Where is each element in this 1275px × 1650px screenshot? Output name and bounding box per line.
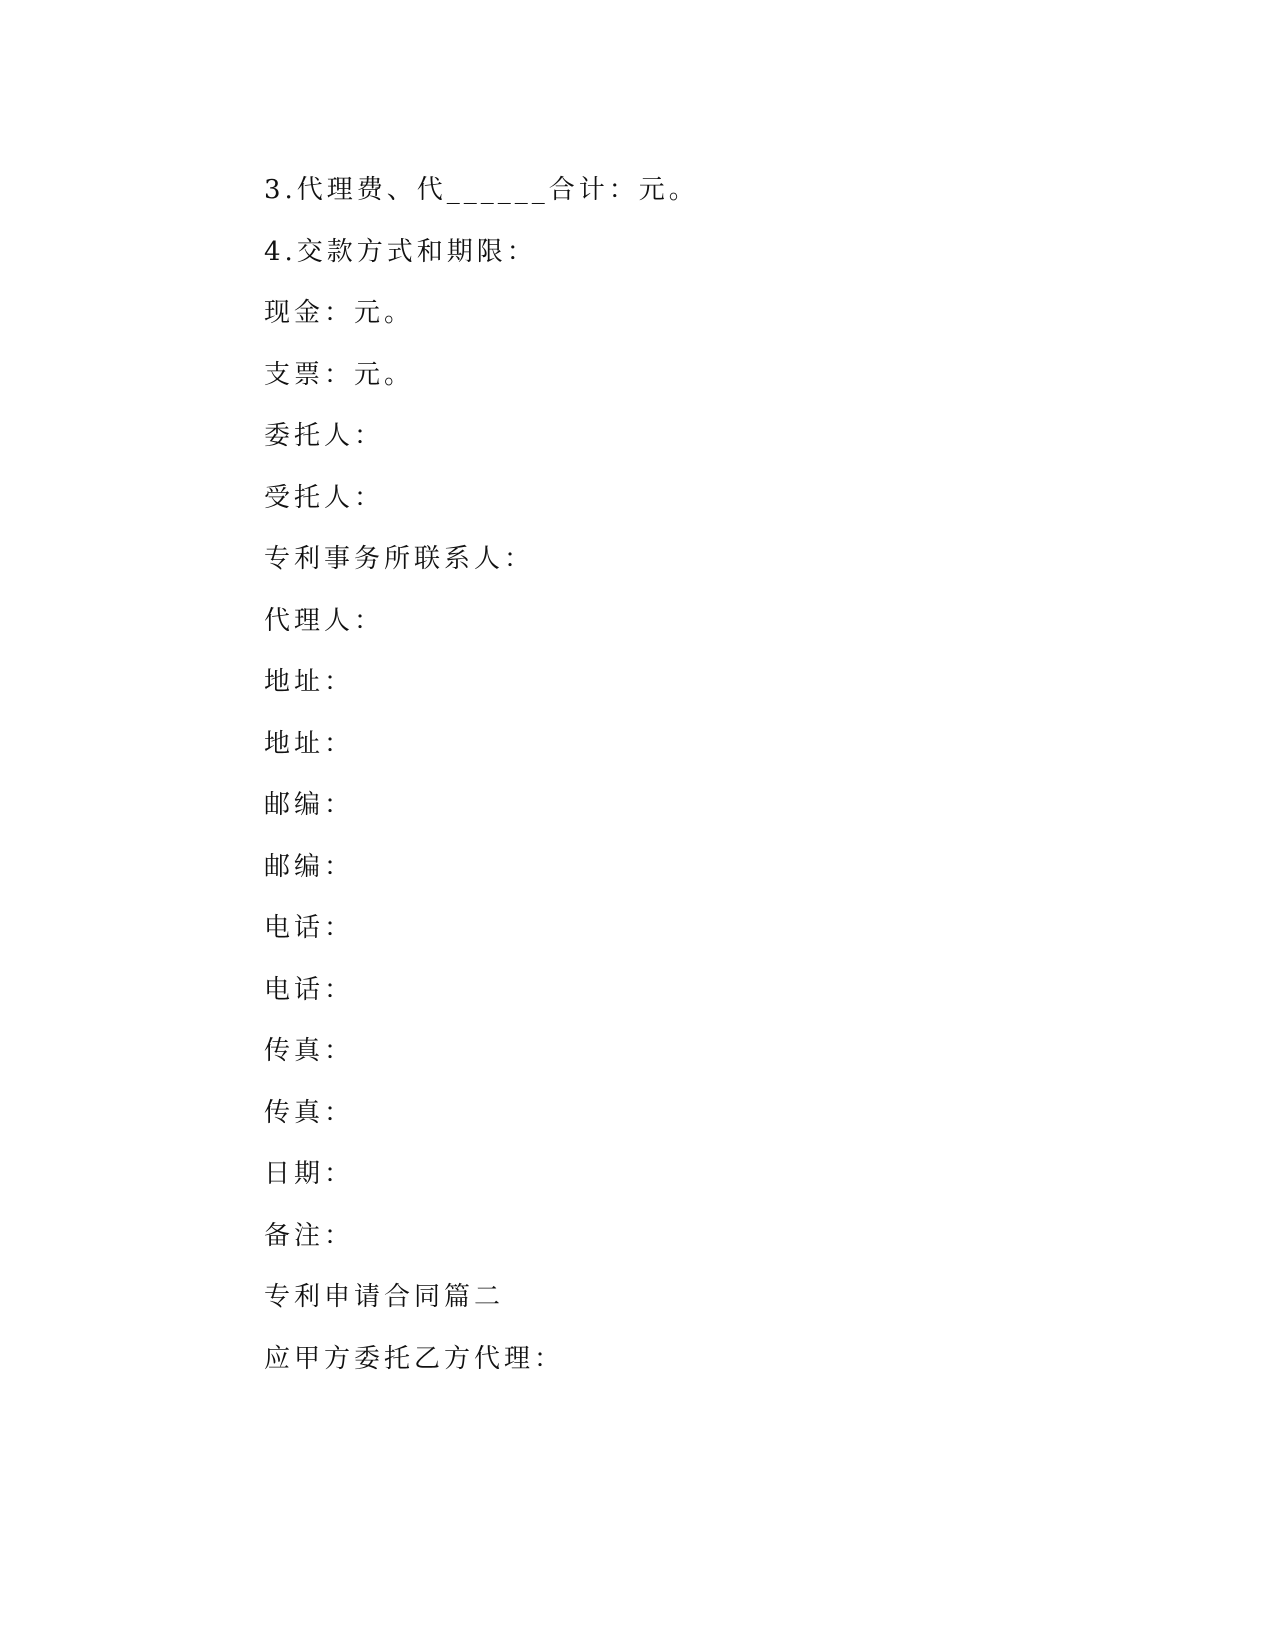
address-label-1: 地址： bbox=[264, 667, 355, 697]
fax-label-1: 传真： bbox=[264, 1036, 355, 1066]
agent-label: 代理人： bbox=[264, 605, 385, 636]
phone-label-1: 电话： bbox=[264, 913, 355, 943]
cash-line: 现金：元。 bbox=[264, 298, 415, 328]
postcode-label-1: 邮编： bbox=[264, 790, 355, 820]
section-intro-line: 应甲方委托乙方代理： bbox=[264, 1343, 565, 1374]
fax-label-2: 传真： bbox=[264, 1097, 355, 1128]
patent-office-contact-label: 专利事务所联系人： bbox=[264, 544, 535, 574]
document-body bbox=[264, 160, 1164, 1390]
phone-label-2: 电话： bbox=[264, 974, 355, 1005]
address-label-2: 地址： bbox=[264, 728, 355, 759]
client-label: 委托人： bbox=[264, 421, 385, 451]
section-heading: 专利申请合同篇二 bbox=[264, 1282, 505, 1312]
payment-method-heading: 4.交款方式和期限： bbox=[264, 236, 537, 267]
date-label: 日期： bbox=[264, 1159, 355, 1189]
trustee-label: 受托人： bbox=[264, 482, 385, 513]
fee-total-line: 3.代理费、代______合计：元。 bbox=[264, 175, 699, 205]
remarks-label: 备注： bbox=[264, 1220, 355, 1251]
check-line: 支票：元。 bbox=[264, 359, 415, 390]
postcode-label-2: 邮编： bbox=[264, 851, 355, 882]
